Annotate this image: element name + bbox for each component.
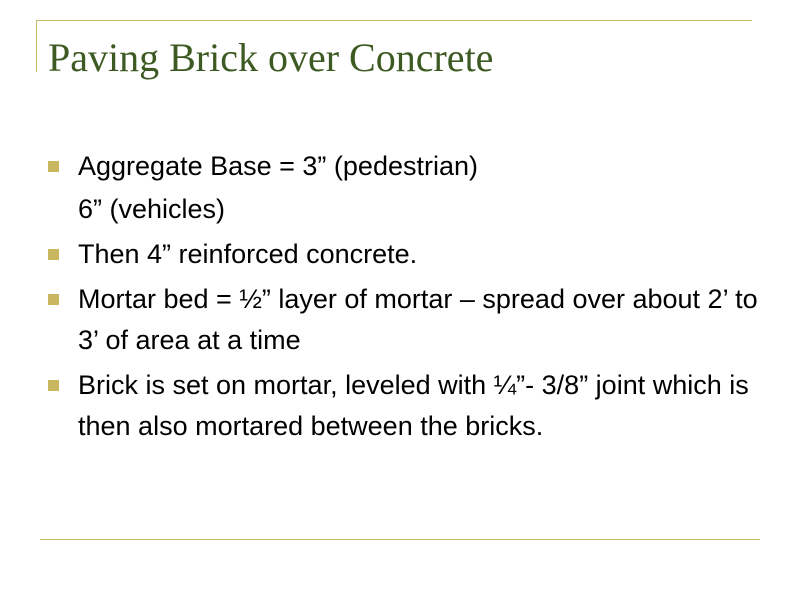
square-bullet-icon (48, 380, 59, 391)
list-item-text: 6” (vehicles) (78, 194, 226, 224)
bullet-list (48, 146, 758, 451)
list-item (48, 279, 758, 361)
square-bullet-icon (48, 161, 59, 172)
list-item (48, 365, 758, 447)
list-item (48, 146, 758, 187)
bottom-divider (40, 539, 760, 540)
list-item-text: Mortar bed = ½” layer of mortar – spread over about 2’ to 3’ of area at a time (78, 284, 758, 355)
left-divider (36, 20, 37, 72)
list-item-text: Aggregate Base = 3” (pedestrian) (78, 151, 478, 181)
list-item-text: Then 4” reinforced concrete. (78, 239, 418, 269)
slide-title: Paving Brick over Concrete (48, 35, 494, 80)
square-bullet-icon (48, 294, 59, 305)
square-bullet-icon (48, 249, 59, 260)
list-item-continuation (48, 189, 758, 230)
list-item-text: Brick is set on mortar, leveled with ¼”- 3/8” joint which is then also mortared between the bricks. (78, 370, 749, 441)
list-item (48, 234, 758, 275)
top-divider (36, 20, 752, 21)
